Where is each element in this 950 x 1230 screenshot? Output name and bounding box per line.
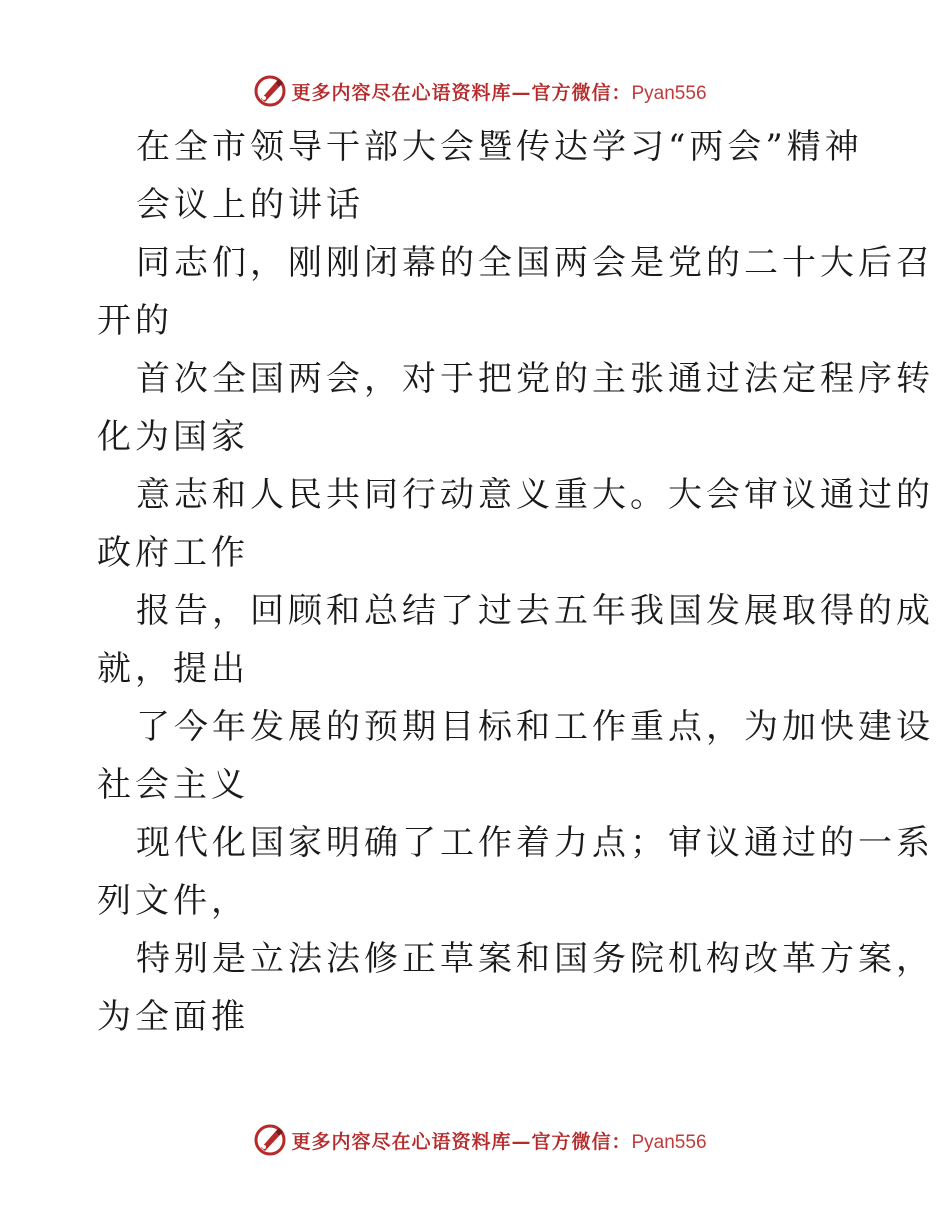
document-text-line: 社会主义 xyxy=(97,765,249,805)
banner-official-label: 官方微信： xyxy=(531,81,632,104)
document-text-line: 开的 xyxy=(97,301,173,341)
banner-text xyxy=(291,1127,706,1154)
header-banner xyxy=(0,71,950,111)
document-text-line: 就，提出 xyxy=(97,649,249,689)
banner-wechat-handle: Pyan556 xyxy=(631,1131,707,1153)
document-text-line: 意志和人民共同行动意义重大。大会审议通过的 xyxy=(136,475,934,515)
banner-dash: — xyxy=(511,1130,532,1153)
pen-logo-icon xyxy=(253,1123,287,1157)
document-text-line: 化为国家 xyxy=(97,417,249,457)
banner-text xyxy=(291,78,706,105)
footer-banner xyxy=(0,1120,950,1160)
document-title-line-2: 会议上的讲话 xyxy=(136,185,364,225)
banner-official-label: 官方微信： xyxy=(531,1130,632,1153)
document-text-line: 首次全国两会，对于把党的主张通过法定程序转 xyxy=(136,359,934,399)
document-title-line-1: 在全市领导干部大会暨传达学习“两会”精神 xyxy=(136,127,863,167)
banner-wechat-handle: Pyan556 xyxy=(631,82,707,104)
banner-dash: — xyxy=(511,81,532,104)
document-text-line: 特别是立法法修正草案和国务院机构改革方案， xyxy=(136,939,934,979)
document-text-line: 现代化国家明确了工作着力点；审议通过的一系 xyxy=(136,823,934,863)
document-text-line: 了今年发展的预期目标和工作重点，为加快建设 xyxy=(136,707,934,747)
document-text-line: 为全面推 xyxy=(97,997,249,1037)
banner-content xyxy=(253,74,706,108)
banner-main-text: 更多内容尽在心语资料库 xyxy=(291,81,512,104)
document-text-line: 列文件， xyxy=(97,881,249,921)
document-text-line: 政府工作 xyxy=(97,533,249,573)
document-text-line: 报告，回顾和总结了过去五年我国发展取得的成 xyxy=(136,591,934,631)
banner-content xyxy=(253,1123,706,1157)
banner-main-text: 更多内容尽在心语资料库 xyxy=(291,1130,512,1153)
document-text-line: 同志们，刚刚闭幕的全国两会是党的二十大后召 xyxy=(136,243,934,283)
pen-logo-icon xyxy=(253,74,287,108)
